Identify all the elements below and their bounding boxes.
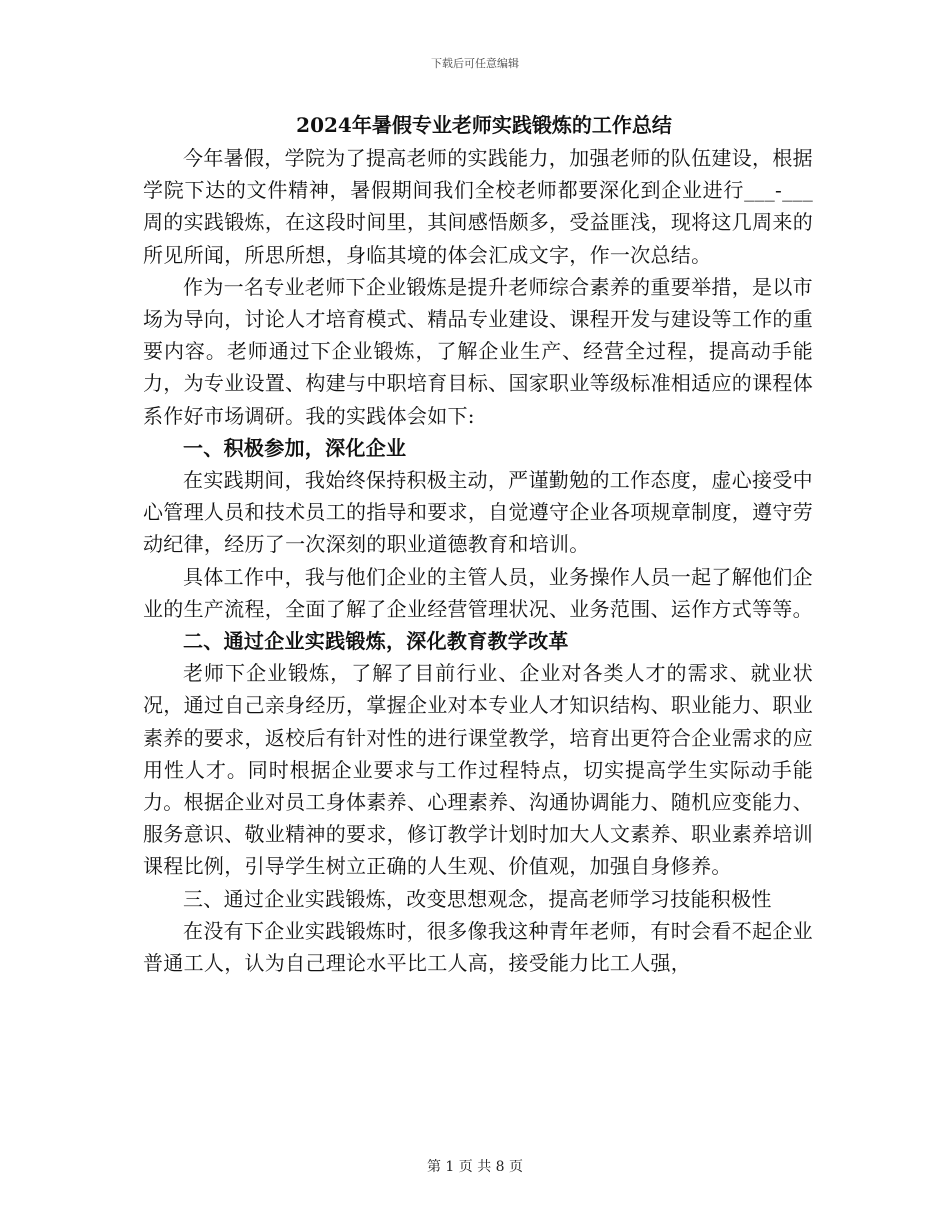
paragraph-reform: 老师下企业锻炼，了解了目前行业、企业对各类人才的需求、就业状况，通过自己亲身经历，掌握企业对本专业人才知识结构、职业能力、职业素养的要求，返校后有针对性的进行课堂教学，培育出更符合企业需求的应用性人才。同时根据企业要求与工作过程特点，切实提高学生实际动手能力。根据企业对员工身体素养、心理素养、沟通协调能力、随机应变能力、服务意识、敬业精神的要求，修订教学计划时加大人文素养、职业素养培训课程比例，引导学生树立正确的人生观、价值观，加强自身修养。 bbox=[143, 661, 813, 879]
paragraph-purpose: 作为一名专业老师下企业锻炼是提升老师综合素养的重要举措，是以市场为导向，讨论人才培育模式、精品专业建设、课程开发与建设等工作的重要内容。老师通过下企业锻炼，了解企业生产、经营全过程，提高动手能力，为专业设置、构建与中职培育目标、国家职业等级标准相适应的课程体系作好市场调研。我的实践体会如下: bbox=[143, 274, 813, 428]
paragraph-attitude-change: 在没有下企业实践锻炼时，很多像我这种青年老师，有时会看不起企业普通工人，认为自己理论水平比工人高，接受能力比工人强， bbox=[143, 918, 813, 976]
paragraph-work: 具体工作中，我与他们企业的主管人员，业务操作人员一起了解他们企业的生产流程，全面了解了企业经营管理状况、业务范围、运作方式等等。 bbox=[143, 564, 813, 621]
section-heading-3: 三、通过企业实践锻炼，改变思想观念，提高老师学习技能积极性 bbox=[183, 886, 772, 911]
paragraph-intro: 今年暑假，学院为了提高老师的实践能力，加强老师的队伍建设，根据学院下达的文件精神，暑假期间我们全校老师都要深化到企业进行___-___周的实践锻炼，在这段时间里，其间感悟颇多，受益匪浅，现将这几周来的所见所闻，所思所想，身临其境的体会汇成文字，作一次总结。 bbox=[143, 146, 813, 267]
document-body bbox=[143, 108, 813, 979]
paragraph-attitude: 在实践期间，我始终保持积极主动，严谨勤勉的工作态度，虚心接受中心管理人员和技术员工的指导和要求，自觉遵守企业各项规章制度，遵守劳动纪律，经历了一次深刻的职业道德教育和培训。 bbox=[143, 468, 813, 557]
section-heading-2: 二、通过企业实践锻炼，深化教育教学改革 bbox=[183, 629, 569, 654]
page-number: 第 1 页 共 8 页 bbox=[426, 1159, 524, 1175]
header-note: 下载后可任意编辑 bbox=[431, 57, 519, 70]
section-heading-1: 一、积极参加，深化企业 bbox=[183, 435, 407, 460]
document-title: 2024年暑假专业老师实践锻炼的工作总结 bbox=[296, 113, 672, 137]
